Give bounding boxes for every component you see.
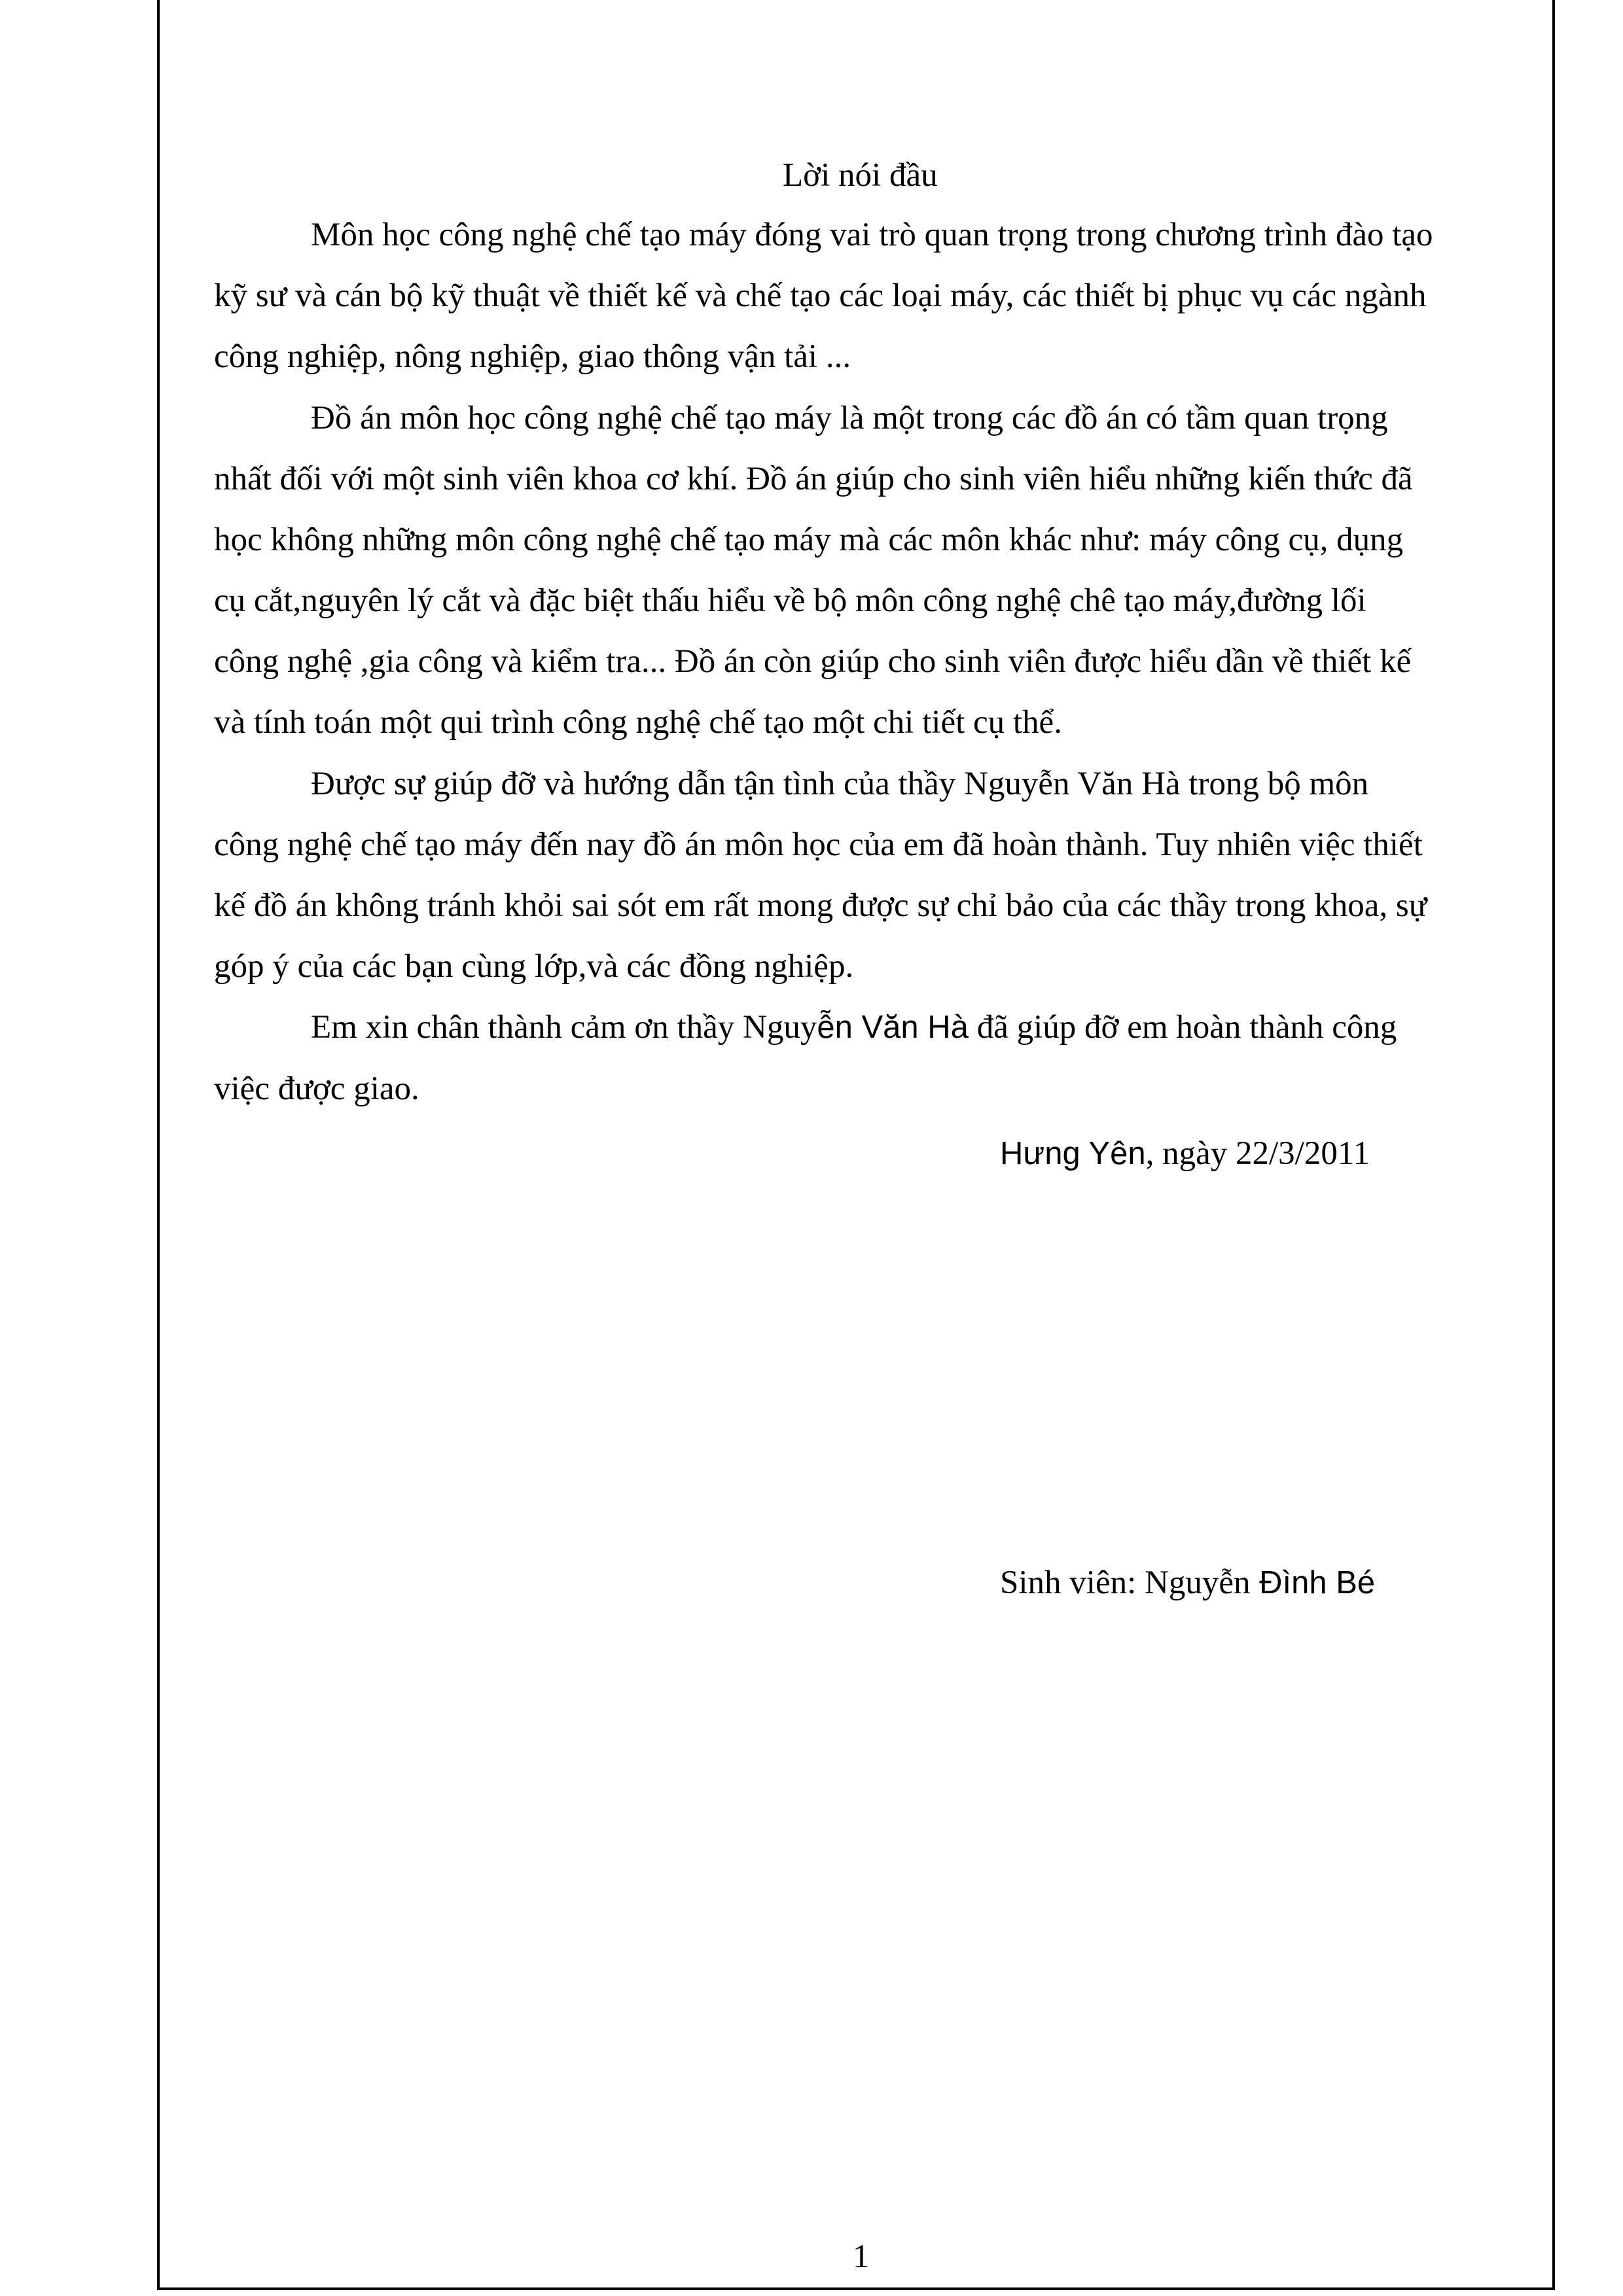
- date-text: , ngày 22/3/2011: [1145, 1135, 1370, 1172]
- paragraph-4-text-before: Em xin chân thành cảm ơn thầy Nguy: [311, 1009, 817, 1046]
- paragraph-2-line-2: nhất đối với một sinh viên khoa cơ khí. Đồ án giúp cho sinh viên hiểu những kiến thức đã: [214, 461, 1413, 497]
- paragraph-3-line-1: Được sự giúp đỡ và hướng dẫn tận tình của thầy Nguyễn Văn Hà trong bộ môn: [311, 766, 1369, 802]
- paragraph-1-line-2: kỹ sư và cán bộ kỹ thuật về thiết kế và chế tạo các loại máy, các thiết bị phục vụ các ngành: [214, 277, 1427, 314]
- date-line: [1000, 1137, 1370, 1171]
- teacher-name: ễn Văn Hà: [817, 1010, 969, 1045]
- paragraph-2-line-3: học không những môn công nghệ chế tạo máy mà các môn khác như: máy công cụ, dụng: [214, 521, 1404, 558]
- page-number: 1: [853, 2238, 870, 2275]
- document-title: Lời nói đầu: [783, 157, 938, 194]
- date-place: Hưng Yên: [1000, 1136, 1146, 1171]
- signature-label: Sinh viên: Nguyễn: [1000, 1564, 1251, 1601]
- paragraph-2-line-5: công nghệ ,gia công và kiểm tra... Đồ án còn giúp cho sinh viên được hiểu dần về thiết kế: [214, 643, 1412, 680]
- paragraph-4-line-2: việc được giao.: [214, 1070, 419, 1107]
- paragraph-3-line-4: góp ý của các bạn cùng lớp,và các đồng nghiệp.: [214, 948, 854, 985]
- paragraph-1-line-1: Môn học công nghệ chế tạo máy đóng vai trò quan trọng trong chương trình đào tạo: [311, 217, 1433, 253]
- paragraph-3-line-3: kế đồ án không tránh khỏi sai sót em rất mong được sự chỉ bảo của các thầy trong khoa, sự: [214, 887, 1427, 924]
- paragraph-2-line-4: cụ cắt,nguyên lý cắt và đặc biệt thấu hiểu về bộ môn công nghệ chê tạo máy,đường lối: [214, 582, 1366, 619]
- paragraph-2-line-6: và tính toán một qui trình công nghệ chế tạo một chi tiết cụ thể.: [214, 704, 1062, 741]
- signature-line: [1000, 1566, 1375, 1600]
- paragraph-3-line-2: công nghệ chế tạo máy đến nay đồ án môn học của em đã hoàn thành. Tuy nhiên việc thiết: [214, 826, 1423, 863]
- paragraph-1-line-3: công nghiệp, nông nghiệp, giao thông vận tải ...: [214, 338, 851, 375]
- paragraph-4-line-1: [311, 1011, 1397, 1044]
- signature-name: Đình Bé: [1250, 1565, 1376, 1600]
- paragraph-4-text-after: đã giúp đỡ em hoàn thành công: [968, 1009, 1397, 1046]
- paragraph-2-line-1: Đồ án môn học công nghệ chế tạo máy là một trong các đồ án có tầm quan trọng: [311, 400, 1388, 436]
